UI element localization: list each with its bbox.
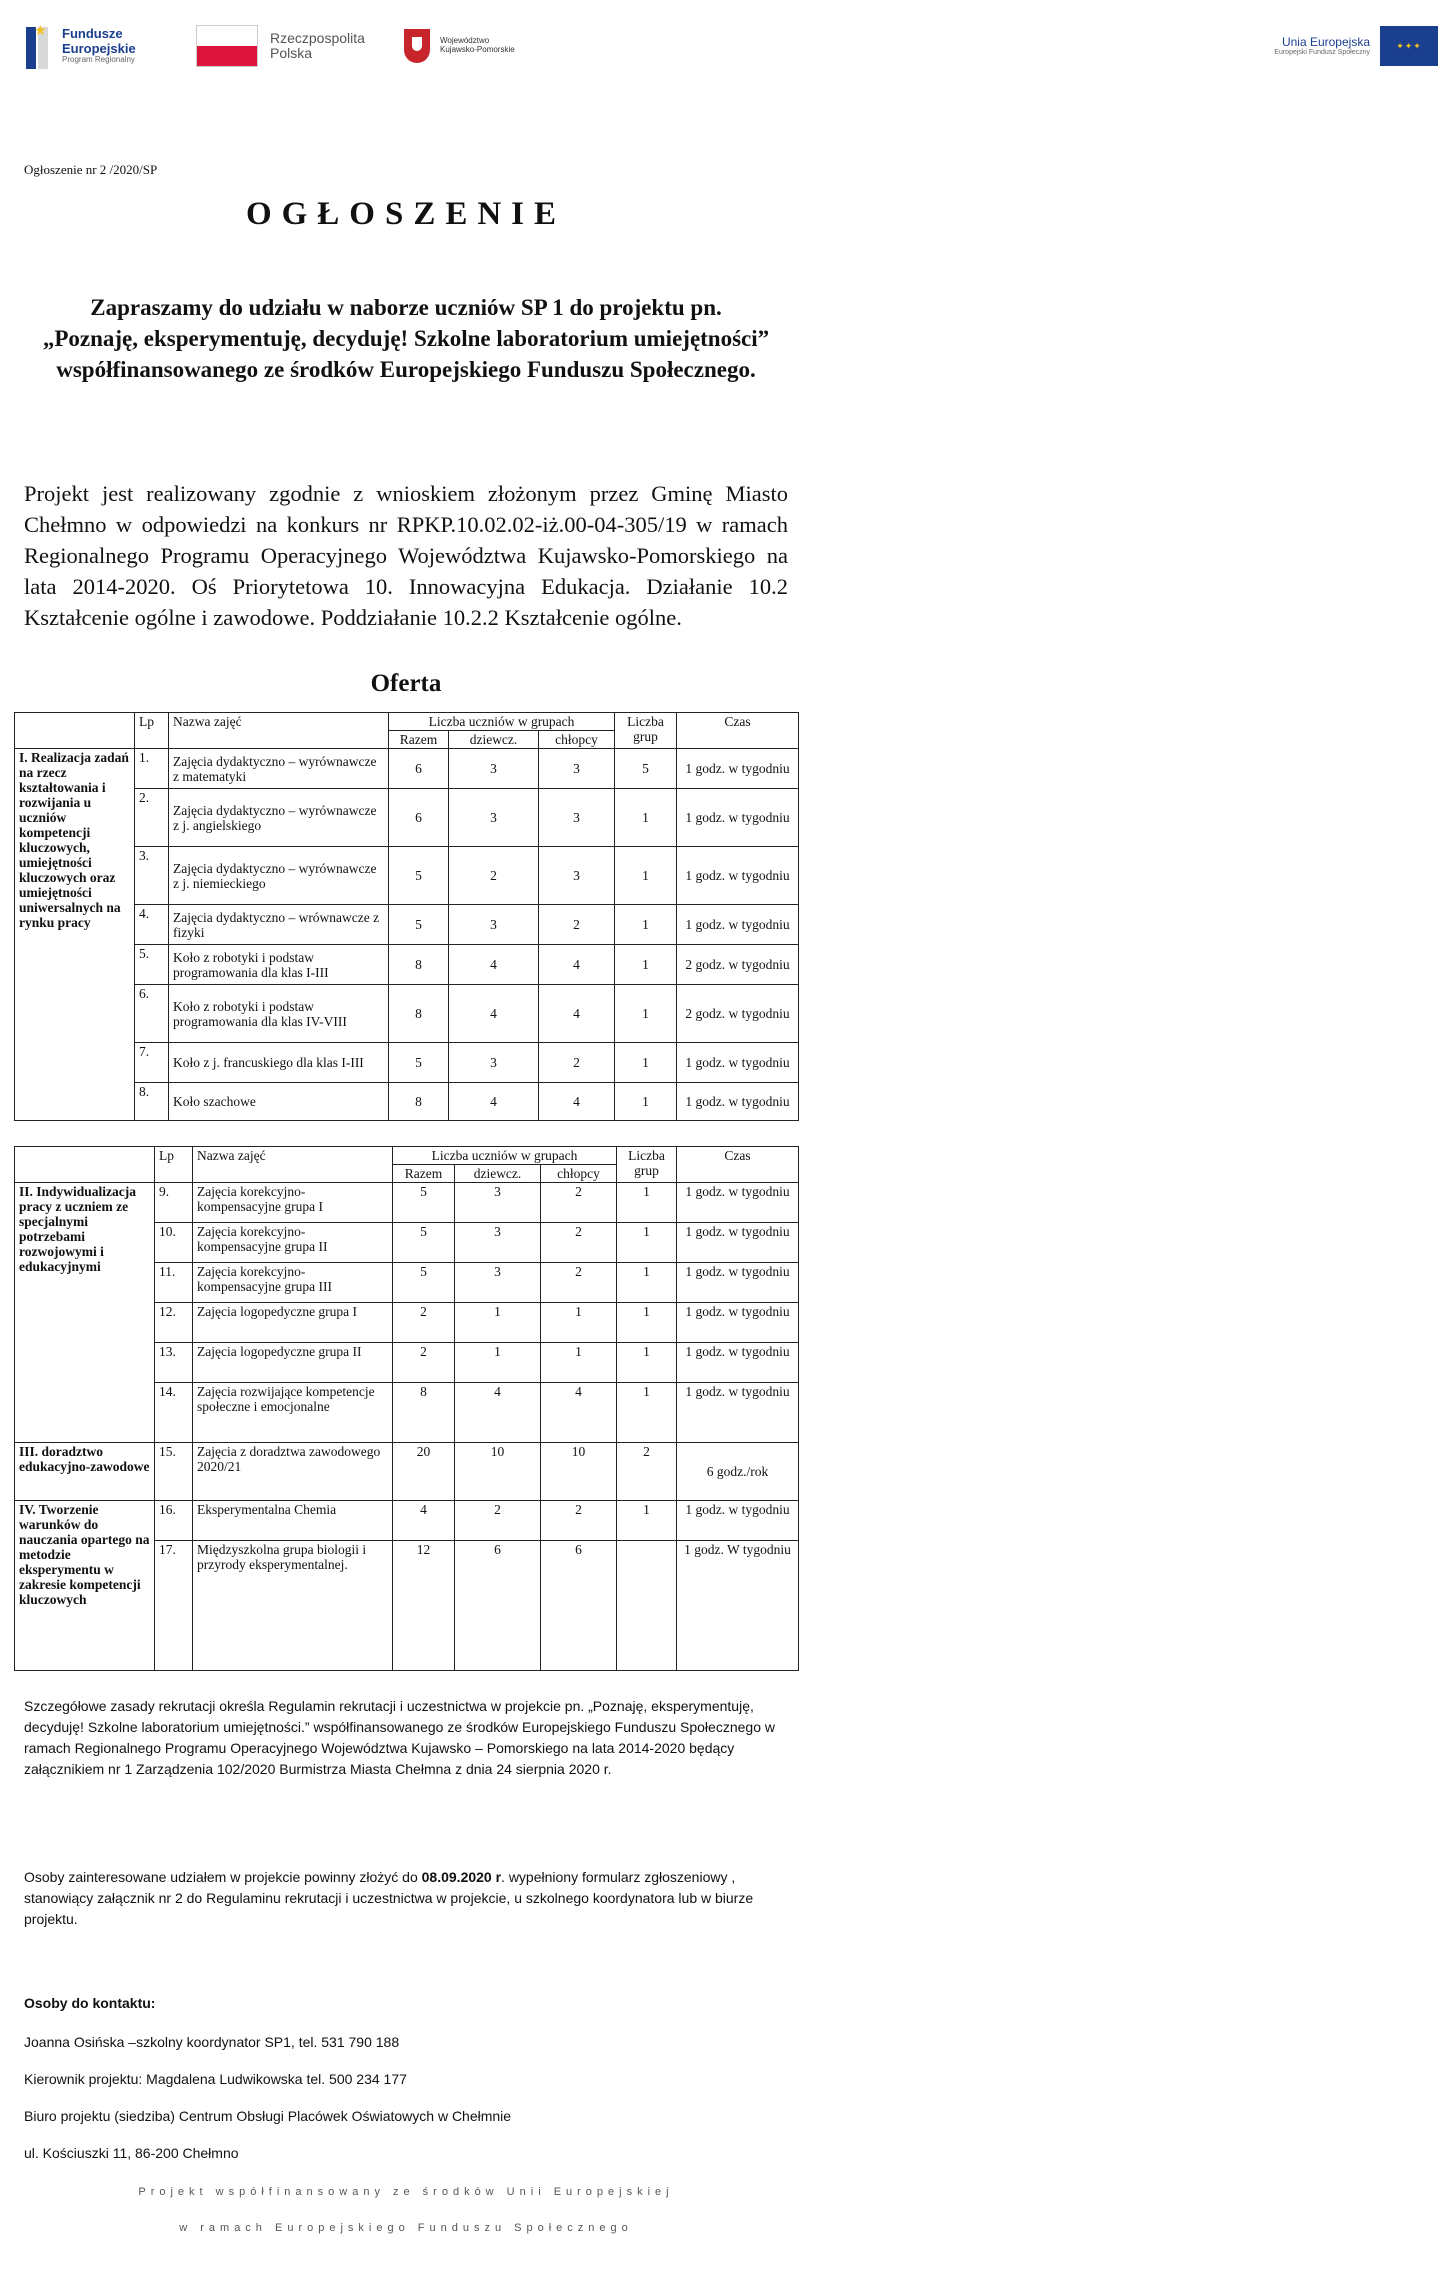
row-total: 12 [393,1541,455,1671]
table-row [15,749,799,789]
row-name: Zajęcia korekcyjno-kompensacyjne grupa II [193,1223,393,1263]
header-name: Nazwa zajęć [169,713,389,749]
fe-line3: Program Regionalny [62,54,135,64]
row-time: 1 godz. w tygodniu [677,1183,799,1223]
header-groups: Liczba grup [617,1147,677,1183]
row-groups: 1 [617,1303,677,1343]
row-groups: 2 [617,1443,677,1501]
row-girls: 3 [449,789,539,847]
row-lp: 13. [155,1343,193,1383]
row-groups: 1 [617,1343,677,1383]
row-time: 1 godz. w tygodniu [677,1043,799,1083]
row-boys: 4 [539,1083,615,1121]
submission-text [24,1867,784,1930]
row-lp: 10. [155,1223,193,1263]
row-time: 2 godz. w tygodniu [677,985,799,1043]
row-lp: 2. [135,789,169,847]
row-lp: 16. [155,1501,193,1541]
row-groups: 1 [615,1043,677,1083]
row-girls: 3 [455,1183,541,1223]
row-total: 5 [389,847,449,905]
row-time: 2 godz. w tygodniu [677,945,799,985]
rp-line2: Polska [270,45,313,61]
cofinance-line-2: w ramach Europejskiego Funduszu Społecznego [179,2222,633,2234]
row-name: Międzyszkolna grupa biologii i przyrody eksperymentalnej. [193,1541,393,1671]
row-lp: 7. [135,1043,169,1083]
row-time: 1 godz. w tygodniu [677,1303,799,1343]
project-description: Projekt jest realizowany zgodnie z wnioskiem złożonym przez Gminę Miasto Chełmno w odpowiedzi na konkurs nr RPKP.10.02.02-iż.00-04-305/19 w ramach Regionalnego Programu Operacyjnego Województwa Kujawsko-Pomorskiego na lata 2014-2020. Oś Priorytetowa 10. Innowacyjna Edukacja. Działanie 10.2 Kształcenie ogólne i zawodowe. Poddziałanie 10.2.2 Kształcenie ogólne. [24,481,788,630]
row-girls: 2 [455,1501,541,1541]
row-time: 1 godz. w tygodniu [677,749,799,789]
polish-flag-icon [196,25,258,67]
row-boys: 3 [539,789,615,847]
contact-coordinator: Joanna Osińska –szkolny koordynator SP1, tel. 531 790 188 [24,2034,400,2050]
row-lp: 15. [155,1443,193,1501]
row-time: 1 godz. w tygodniu [677,847,799,905]
contact-address: ul. Kościuszki 11, 86-200 Chełmno [24,2145,239,2161]
row-total: 5 [389,1043,449,1083]
header-girls: dziewcz. [449,731,539,749]
row-girls: 2 [449,847,539,905]
row-girls: 3 [455,1223,541,1263]
wk-line1: Województwo [440,36,490,46]
row-lp: 9. [155,1183,193,1223]
header-girls: dziewcz. [455,1165,541,1183]
header-name: Nazwa zajęć [193,1147,393,1183]
logo-unia-europejska [586,16,1438,76]
header-empty [15,1147,155,1183]
row-boys: 4 [541,1383,617,1443]
row-boys: 2 [541,1501,617,1541]
row-groups: 1 [617,1383,677,1443]
row-lp: 11. [155,1263,193,1303]
header-boys: chłopcy [541,1165,617,1183]
offer-heading: Oferta [370,670,442,697]
row-groups: 1 [617,1223,677,1263]
row-lp: 12. [155,1303,193,1343]
row-total: 5 [393,1183,455,1223]
row-groups: 1 [615,847,677,905]
crest-icon [404,29,430,63]
row-name: Zajęcia rozwijające kompetencje społeczne i emocjonalne [193,1383,393,1443]
row-time: 6 godz./rok [677,1443,799,1501]
row-girls: 4 [449,985,539,1043]
submission-after: . wypełniony formularz zgłoszeniowy , stanowiący załącznik nr 2 do Regulaminu rekrutacji i uczestnictwa w projekcie, u szkolnego koordynatora lub w biurze projektu. [24,1869,754,1927]
row-girls: 4 [449,1083,539,1121]
row-total: 8 [389,985,449,1043]
row-time: 1 godz. w tygodniu [677,1223,799,1263]
logos-bar [26,16,1422,76]
offer-table-2 [14,1146,799,1671]
ue-line2: Europejski Fundusz Społeczny [1274,48,1370,56]
row-groups [617,1541,677,1671]
row-total: 8 [389,945,449,985]
row-time: 1 godz. w tygodniu [677,1083,799,1121]
row-time: 1 godz. w tygodniu [677,1383,799,1443]
row-groups: 1 [617,1183,677,1223]
row-name: Koło z j. francuskiego dla klas I-III [169,1043,389,1083]
row-name: Zajęcia logopedyczne grupa I [193,1303,393,1343]
row-girls: 3 [455,1263,541,1303]
offer-table-1 [14,712,799,1121]
row-boys: 4 [539,985,615,1043]
row-lp: 6. [135,985,169,1043]
row-groups: 1 [615,945,677,985]
row-time: 1 godz. w tygodniu [677,789,799,847]
row-girls: 1 [455,1303,541,1343]
announcement-number: Ogłoszenie nr 2 /2020/SP [24,162,158,177]
page-title: OGŁOSZENIE [245,196,567,232]
fe-line2: Europejskie [62,40,136,56]
contact-heading: Osoby do kontaktu: [24,1995,156,2011]
header-groups: Liczba grup [615,713,677,749]
table-row [15,1443,799,1501]
row-name: Zajęcia z doradztwa zawodowego 2020/21 [193,1443,393,1501]
ue-line1: Unia Europejska [1281,34,1370,49]
row-girls: 4 [455,1383,541,1443]
row-girls: 4 [449,945,539,985]
row-total: 8 [393,1383,455,1443]
row-time: 1 godz. w tygodniu [677,1343,799,1383]
row-total: 8 [389,1083,449,1121]
submission-before: Osoby zainteresowane udziałem w projekcie powinny złożyć do [24,1869,422,1885]
group-iii-label: III. doradztwo edukacyjno-zawodowe [15,1443,155,1501]
header-boys: chłopcy [539,731,615,749]
header-time: Czas [677,713,799,749]
row-girls: 3 [449,749,539,789]
row-groups: 1 [615,905,677,945]
table-row [15,1183,799,1223]
row-boys: 6 [541,1541,617,1671]
row-groups: 1 [615,789,677,847]
row-girls: 6 [455,1541,541,1671]
row-total: 4 [393,1501,455,1541]
row-girls: 10 [455,1443,541,1501]
row-name: Koło z robotyki i podstaw programowania dla klas IV-VIII [169,985,389,1043]
header-total: Razem [393,1165,455,1183]
row-lp: 17. [155,1541,193,1671]
group-i-label: I. Realizacja zadań na rzecz kształtowania i rozwijania u uczniów kompetencji kluczowych, umiejętności kluczowych oraz umiejętności uniwersalnych na rynku pracy [15,749,135,1121]
row-groups: 1 [615,1083,677,1121]
fe-line1: Fundusze [62,26,123,42]
header-total: Razem [389,731,449,749]
row-name: Zajęcia korekcyjno-kompensacyjne grupa I [193,1183,393,1223]
row-name: Zajęcia logopedyczne grupa II [193,1343,393,1383]
row-girls: 3 [449,905,539,945]
row-total: 20 [393,1443,455,1501]
header-time: Czas [677,1147,799,1183]
row-name: Koło szachowe [169,1083,389,1121]
header-lp: Lp [155,1147,193,1183]
row-lp: 5. [135,945,169,985]
rp-line1: Rzeczpospolita [270,29,365,46]
row-time: 1 godz. w tygodniu [677,1263,799,1303]
row-boys: 1 [541,1343,617,1383]
group-iv-label: IV. Tworzenie warunków do nauczania opartego na metodzie eksperymentu w zakresie kompetencji kluczowych [15,1501,155,1671]
row-groups: 1 [617,1501,677,1541]
row-groups: 1 [617,1263,677,1303]
row-boys: 4 [539,945,615,985]
header-lp: Lp [135,713,169,749]
row-time: 1 godz. W tygodniu [677,1541,799,1671]
row-girls: 1 [455,1343,541,1383]
row-total: 2 [393,1343,455,1383]
row-total: 2 [393,1303,455,1343]
row-boys: 3 [539,847,615,905]
row-lp: 4. [135,905,169,945]
row-name: Eksperymentalna Chemia [193,1501,393,1541]
row-name: Zajęcia dydaktyczno – wyrównawcze z matematyki [169,749,389,789]
row-name: Zajęcia korekcyjno-kompensacyjne grupa III [193,1263,393,1303]
row-boys: 2 [541,1263,617,1303]
table-row [15,1501,799,1541]
header-students: Liczba uczniów w grupach [389,713,615,731]
row-total: 6 [389,789,449,847]
contact-manager: Kierownik projektu: Magdalena Ludwikowska tel. 500 234 177 [24,2071,407,2087]
row-time: 1 godz. w tygodniu [677,905,799,945]
wk-line2: Kujawsko-Pomorskie [440,45,515,54]
row-boys: 2 [541,1183,617,1223]
header-students: Liczba uczniów w grupach [393,1147,617,1165]
row-lp: 1. [135,749,169,789]
row-total: 5 [393,1263,455,1303]
invitation-text: Zapraszamy do udziału w naborze uczniów SP 1 do projektu pn. „Poznaję, eksperymentuję, decyduję! Szkolne laboratorium umiejętności” współfinansowanego ze środków Europejskiego Funduszu Społecznego. [42,295,770,382]
header-empty [15,713,135,749]
row-boys: 2 [541,1223,617,1263]
row-name: Koło z robotyki i podstaw programowania dla klas I-III [169,945,389,985]
row-lp: 8. [135,1083,169,1121]
row-boys: 2 [539,1043,615,1083]
row-boys: 10 [541,1443,617,1501]
row-total: 5 [389,905,449,945]
row-time: 1 godz. w tygodniu [677,1501,799,1541]
row-total: 5 [393,1223,455,1263]
row-boys: 1 [541,1303,617,1343]
submission-deadline: 08.09.2020 r [421,1869,502,1885]
row-name: Zajęcia dydaktyczno – wyrównawcze z j. niemieckiego [169,847,389,905]
row-lp: 14. [155,1383,193,1443]
fe-logo-icon: ★ [26,23,56,69]
row-boys: 2 [539,905,615,945]
contact-office: Biuro projektu (siedziba) Centrum Obsługi Placówek Oświatowych w Chełmnie [24,2108,512,2124]
row-groups: 5 [615,749,677,789]
cofinance-line-1: Projekt współfinansowany ze środków Unii Europejskiej [138,2186,674,2198]
row-name: Zajęcia dydaktyczno – wyrównawcze z j. angielskiego [169,789,389,847]
recruitment-rules-text: Szczegółowe zasady rekrutacji określa Regulamin rekrutacji i uczestnictwa w projekcie pn. „Poznaję, eksperymentuję, decyduję! Szkolne laboratorium umiejętności.” współfinansowanego ze środków Europejskiego Funduszu Społecznego w ramach Regionalnego Programu Operacyjnego Województwa Kujawsko – Pomorskiego na lata 2014-2020 będący załącznikiem nr 1 Zarządzenia 102/2020 Burmistrza Miasta Chełmna z dnia 24 sierpnia 2020 r. [24,1698,775,1777]
group-ii-label: II. Indywidualizacja pracy z uczniem ze specjalnymi potrzebami rozwojowymi i edukacyjnymi [15,1183,155,1443]
row-boys: 3 [539,749,615,789]
eu-flag-icon: ✦✦✦ [1380,26,1438,66]
row-total: 6 [389,749,449,789]
row-name: Zajęcia dydaktyczno – wrównawcze z fizyki [169,905,389,945]
row-girls: 3 [449,1043,539,1083]
row-groups: 1 [615,985,677,1043]
row-lp: 3. [135,847,169,905]
